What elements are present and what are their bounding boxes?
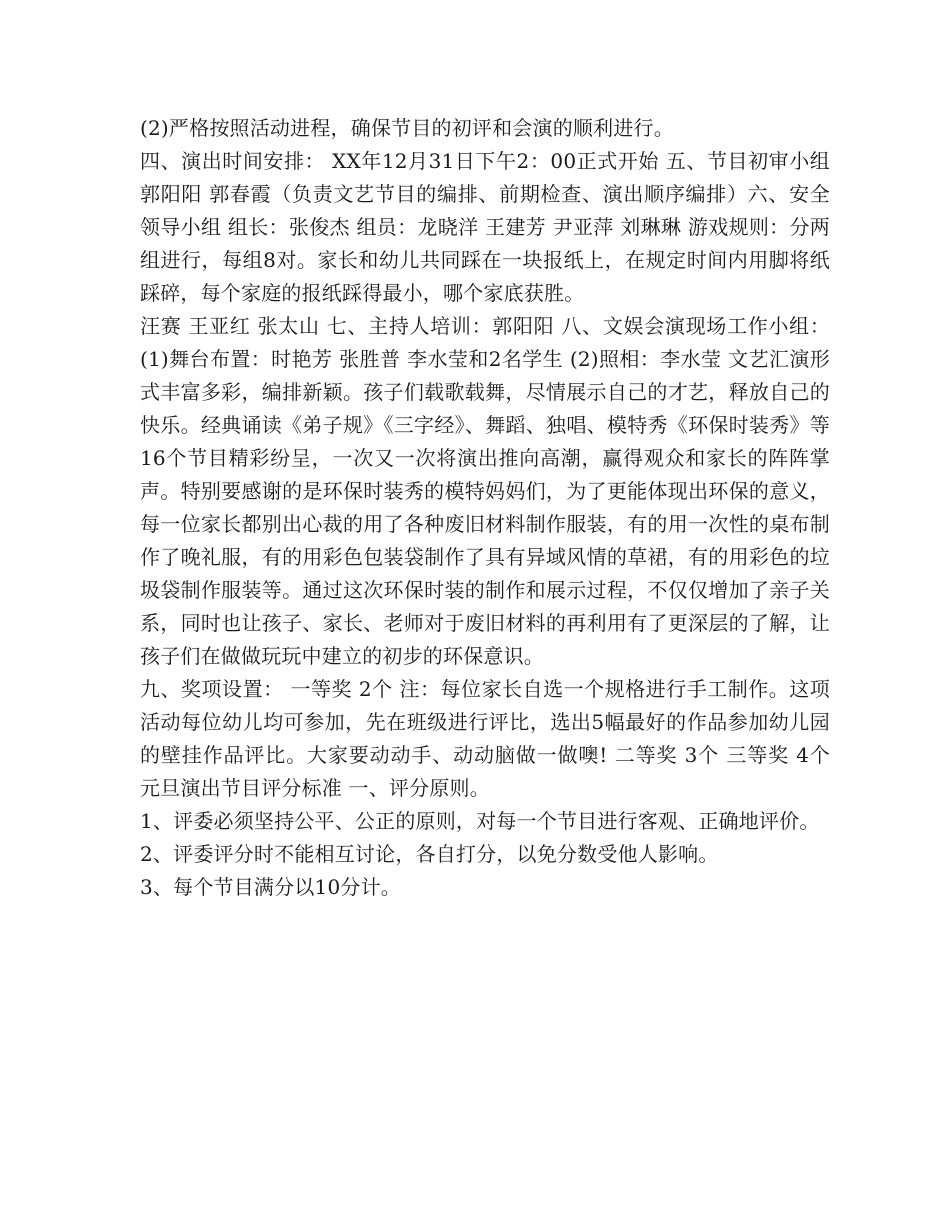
paragraph-rule-1: 1、评委必须坚持公平、公正的原则，对每一个节目进行客观、正确地评价。 <box>140 809 820 833</box>
paragraph-rule-2: 2、评委评分时不能相互讨论，各自打分，以免分数受他人影响。 <box>140 842 719 866</box>
paragraph-awards-and-scoring: 九、奖项设置： 一等奖 2个 注：每位家长自选一个规格进行手工制作。这项活动每位幼儿均可参加，先在班级进行评比，选出5幅最好的作品参加幼儿园的壁挂作品评比。大家要动动手、动动脑做一做噢! 二等奖 3个 三等奖 4个 元旦演出节目评分标准 一、评分原则。 <box>140 677 830 800</box>
paragraph-rule-3: 3、每个节目满分以10分计。 <box>140 875 401 899</box>
paragraph-performance-progress: (2)严格按照活动进程，确保节目的初评和会演的顺利进行。 <box>140 116 674 140</box>
paragraph-schedule-and-game-rules: 四、演出时间安排： XX年12月31日下午2：00正式开始 五、节目初审小组 郭阳阳 郭春霞（负责文艺节目的编排、前期检查、演出顺序编排）六、安全领导小组 组长：张俊杰 组员：龙晓洋 王建芳 尹亚萍 刘琳琳 游戏规则：分两组进行，每组8对。家长和幼儿共同踩在一块报纸上，在规定时间内用脚将纸踩碎，每个家庭的报纸踩得最小，哪个家底获胜。 <box>140 149 830 305</box>
document-body <box>140 112 830 904</box>
paragraph-staff-and-performance-summary: 汪赛 王亚红 张太山 七、主持人培训：郭阳阳 八、文娱会演现场工作小组： (1)舞台布置：时艳芳 张胜普 李水莹和2名学生 (2)照相：李水莹 文艺汇演形式丰富多彩，编排新颖。孩子们载歌载舞，尽情展示自己的才艺，释放自己的快乐。经典诵读《弟子规》《三字经》、舞蹈、独唱、模特秀《环保时装秀》等16个节目精彩纷呈，一次又一次将演出推向高潮，赢得观众和家长的阵阵掌声。特别要感谢的是环保时装秀的模特妈妈们，为了更能体现出环保的意义，每一位家长都别出心裁的用了各种废旧材料制作服装，有的用一次性的桌布制作了晚礼服，有的用彩色包装袋制作了具有异域风情的草裙，有的用彩色的垃圾袋制作服装等。通过这次环保时装的制作和展示过程，不仅仅增加了亲子关系，同时也让孩子、家长、老师对于废旧材料的再利用有了更深层的了解，让孩子们在做做玩玩中建立的初步的环保意识。 <box>140 314 830 668</box>
